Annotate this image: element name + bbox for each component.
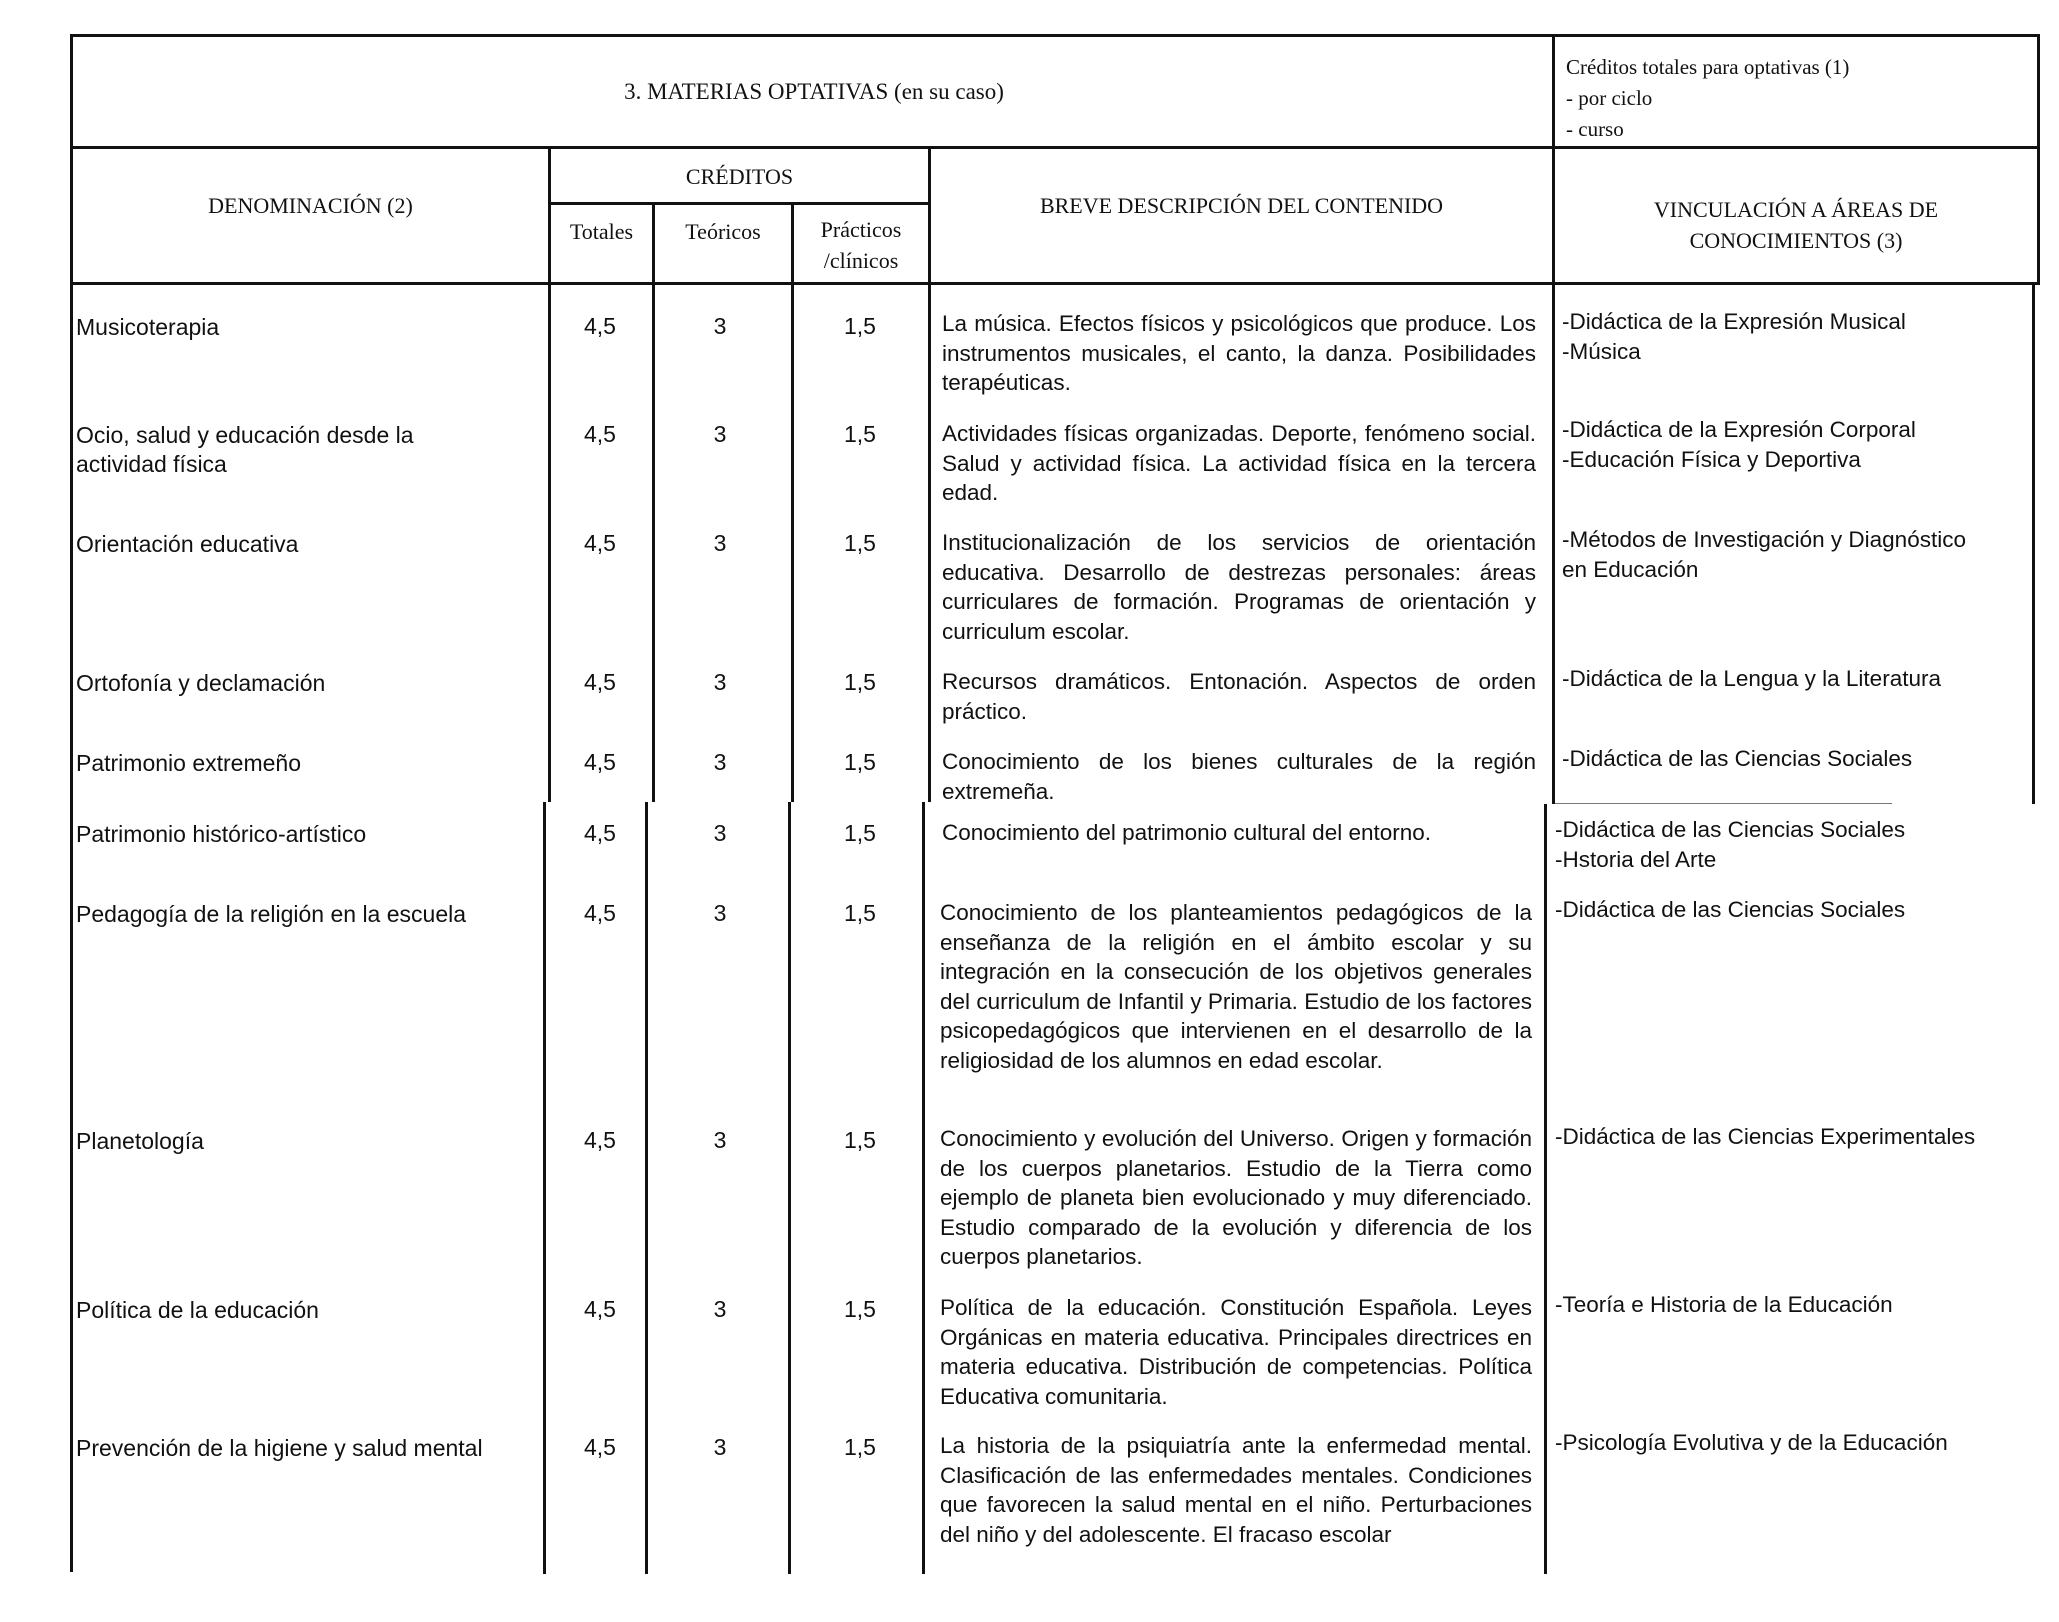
descripcion-divider-lower [922,802,925,1574]
right-border-lower [2032,282,2035,804]
table-row-teoricos: 3 [713,1296,727,1322]
column-practicos-line1: Prácticos [820,217,902,242]
credits-per-cycle: - por ciclo [1566,86,1653,110]
table-row-practicos: 1,5 [844,749,876,775]
table-row-practicos: 1,5 [844,313,876,339]
table-row-totales: 4,5 [584,749,616,775]
table-row-teoricos: 3 [713,421,727,447]
column-vinculacion-line1: VINCULACIÓN A ÁREAS DE [1653,197,1939,222]
table-row-teoricos: 3 [713,1434,727,1460]
table-row-name: Patrimonio extremeño [76,750,301,776]
section-title: 3. MATERIAS OPTATIVAS (en su caso) [624,79,1004,104]
table-row-teoricos: 3 [713,530,727,556]
teoricos-divider-lower [788,802,791,1574]
table-row-areas: -Didáctica de la Expresión Corporal -Educación Física y Deportiva [1562,417,1916,472]
column-header-bottom-border [73,282,2040,285]
column-practicos-line2: /clínicos [823,248,899,273]
table-row-practicos: 1,5 [844,421,876,447]
right-border [2037,34,2040,284]
table-row-practicos: 1,5 [844,1127,876,1153]
table-row-name: Musicoterapia [76,314,220,340]
table-row-practicos: 1,5 [844,900,876,926]
table-row-areas: -Didáctica de las Ciencias Sociales [1562,746,1913,771]
table-row-totales: 4,5 [584,421,616,447]
table-row-teoricos: 3 [713,1127,727,1153]
table-row-areas: -Teoría e Historia de la Educación [1555,1292,1893,1317]
table-row-practicos: 1,5 [844,1434,876,1460]
column-totales: Totales [569,218,634,244]
table-row-description: Actividades físicas organizadas. Deporte, fenómeno social. Salud y actividad física. La actividad física en la tercera edad. [942,421,1536,505]
table-row-totales: 4,5 [584,900,616,926]
table-row-name: Orientación educativa [76,531,299,557]
table-row-name: Ortofonía y declamación [76,670,326,696]
teoricos-divider [791,202,794,802]
table-row-practicos: 1,5 [844,530,876,556]
column-practicos [794,212,928,278]
table-row-areas: -Métodos de Investigación y Diagnóstico en Educación [1562,527,1966,582]
table-row-description: La música. Efectos físicos y psicológicos que produce. Los instrumentos musicales, el canto, la danza. Posibilidades terapéuticas. [942,311,1536,395]
table-row-totales: 4,5 [584,669,616,695]
table-row-areas: -Didáctica de las Ciencias Experimentales [1555,1124,1976,1149]
table-row-name: Planetología [76,1128,204,1154]
table-row-description: Institucionalización de los servicios de orientación educativa. Desarrollo de destrezas personales: áreas curriculares de formación. Programas de orientación y curriculum escolar. [942,530,1536,644]
table-row-description: Recursos dramáticos. Entonación. Aspectos de orden práctico. [942,669,1536,724]
table-row-teoricos: 3 [713,749,727,775]
table-row-practicos: 1,5 [844,669,876,695]
table-row-areas: -Didáctica de la Lengua y la Literatura [1562,666,1941,691]
column-vinculacion-line2: CONOCIMIENTOS (3) [1689,228,1903,253]
column-teoricos: Teóricos [685,218,761,244]
table-row-name: Pedagogía de la religión en la escuela [76,901,467,927]
credits-total-box [1566,52,2036,145]
table-row-description: Conocimiento y evolución del Universo. Origen y formación de los cuerpos planetarios. Estudio de la Tierra como ejemplo de planeta bien evolucionado y muy diferenciado. Estudio comparado de la evolución y diferencia de los cuerpos planetarios. [940,1126,1532,1269]
row-divider-partial [1552,803,1892,804]
table-row-areas: -Didáctica de las Ciencias Sociales -Hstoria del Arte [1555,817,1906,872]
area-divider-lower [1544,804,1547,1574]
table-row-teoricos: 3 [713,669,727,695]
column-denominacion: DENOMINACIÓN (2) [208,192,413,218]
column-vinculacion [1555,188,2037,262]
table-row-areas: -Didáctica de las Ciencias Sociales [1555,897,1906,922]
table-row-description: Conocimiento del patrimonio cultural del entorno. [942,820,1432,845]
table-row-name: Prevención de la higiene y salud mental [76,1435,483,1461]
table-row-totales: 4,5 [584,820,616,846]
header-right-divider [1552,34,1555,804]
column-descripcion: BREVE DESCRIPCIÓN DEL CONTENIDO [1039,192,1444,218]
left-border [70,34,73,1572]
totales-divider-lower [645,802,648,1574]
table-row-areas: -Didáctica de la Expresión Musical -Música [1562,309,1906,364]
table-row-name: Patrimonio histórico-artístico [76,821,367,847]
table-row-name: Ocio, salud y educación desde la actividad física [76,422,414,477]
table-row-teoricos: 3 [713,313,727,339]
table-row-name: Política de la educación [76,1297,319,1323]
table-row-practicos: 1,5 [844,820,876,846]
table-row-totales: 4,5 [584,530,616,556]
credits-per-course: - curso [1566,117,1624,141]
table-row-description: Conocimiento de los planteamientos pedagógicos de la enseñanza de la religión en el ámbito escolar y su integración en la consecución de los objetivos generales del curriculum de Infantil y Primaria. Estudio de los factores psicopedagógicos que intervienen en el desarrollo de la religiosidad de los alumnos en edad escolar. [940,900,1532,1073]
table-row-totales: 4,5 [584,313,616,339]
column-creditos: CRÉDITOS [685,163,794,189]
table-row-totales: 4,5 [584,1127,616,1153]
table-row-description: Conocimiento de los bienes culturales de la región extremeña. [942,749,1536,804]
creditos-divider [550,202,930,205]
table-row-practicos: 1,5 [844,1296,876,1322]
totales-divider [652,202,655,802]
table-row-teoricos: 3 [713,820,727,846]
table-row-teoricos: 3 [713,900,727,926]
table-row-totales: 4,5 [584,1434,616,1460]
table-row-description: Política de la educación. Constitución Española. Leyes Orgánicas en materia educativa. Principales directrices en materia educativa. Distribución de competencias. Política Educativa comunitaria. [940,1295,1532,1409]
credits-total-label: Créditos totales para optativas (1) [1566,55,1850,79]
table-row-totales: 4,5 [584,1296,616,1322]
table-row-areas: -Psicología Evolutiva y de la Educación [1555,1430,1948,1455]
table-row-description: La historia de la psiquiatría ante la enfermedad mental. Clasificación de las enfermedades mentales. Condiciones que favorecen la salud mental en el niño. Perturbaciones del niño y del adolescente. El fracaso escolar [940,1433,1532,1547]
